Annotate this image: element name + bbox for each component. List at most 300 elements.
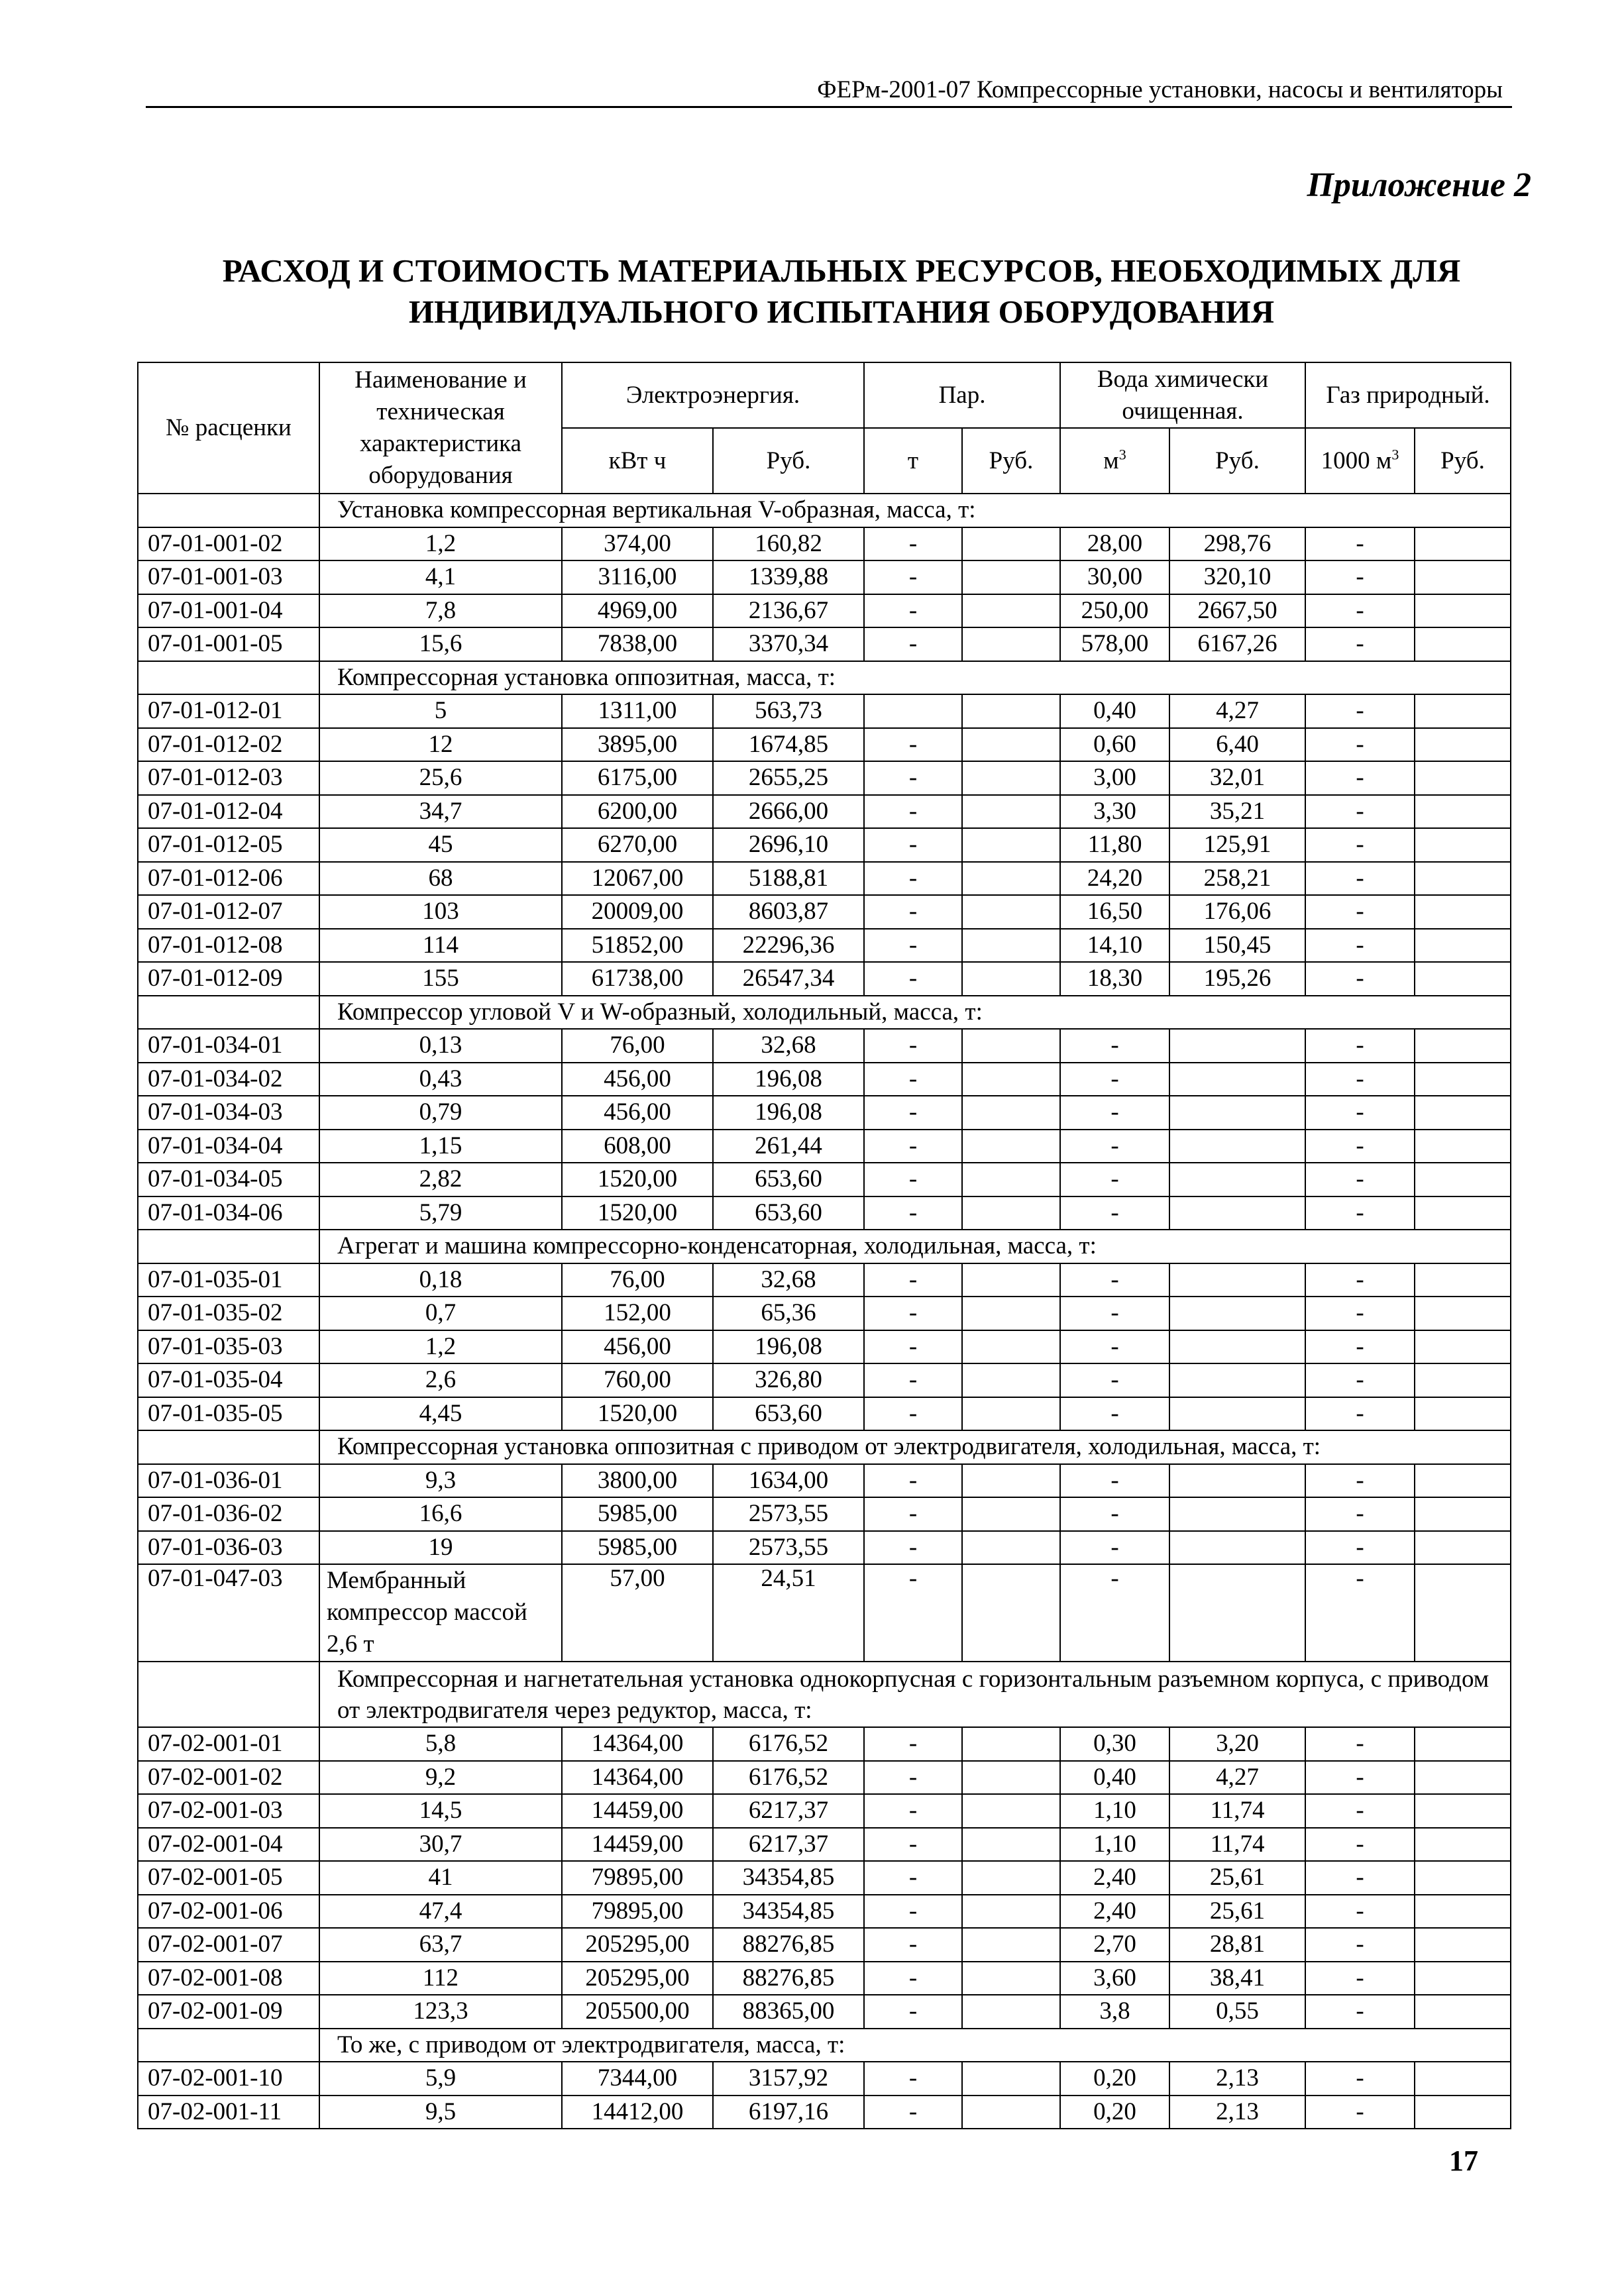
cell-water-m3: -	[1060, 1130, 1169, 1163]
cell-water-m3: 0,20	[1060, 2062, 1169, 2096]
cell-gas-1000m3: -	[1305, 1196, 1415, 1230]
cell-electricity-rub: 6176,52	[713, 1761, 864, 1795]
cell-steam-t: -	[864, 862, 962, 896]
cell-name: 5,79	[319, 1196, 562, 1230]
cell-steam-rub	[962, 1096, 1060, 1130]
cell-steam-t: -	[864, 1297, 962, 1330]
table-row	[138, 795, 1511, 829]
cell-kwh: 79895,00	[562, 1861, 713, 1895]
cell-kwh: 3895,00	[562, 728, 713, 762]
cell-gas-1000m3: -	[1305, 1761, 1415, 1795]
cell-name: 0,18	[319, 1263, 562, 1297]
cell-name: 112	[319, 1962, 562, 1995]
cell-name: 16,6	[319, 1497, 562, 1531]
section-title: Установка компрессорная вертикальная V-образная, масса, т:	[319, 494, 1511, 527]
table-row	[138, 1895, 1511, 1929]
cell-kwh: 608,00	[562, 1130, 713, 1163]
cell-name: 155	[319, 962, 562, 996]
cell-water-m3: 3,30	[1060, 795, 1169, 829]
cell-gas-rub	[1415, 2062, 1511, 2096]
cell-steam-t: -	[864, 1263, 962, 1297]
cell-gas-rub	[1415, 1130, 1511, 1163]
cell-steam-t: -	[864, 2096, 962, 2129]
cell-gas-1000m3: -	[1305, 1163, 1415, 1196]
cell-water-rub: 3,20	[1169, 1727, 1305, 1761]
cell-gas-1000m3: -	[1305, 929, 1415, 963]
cell-steam-t: -	[864, 1761, 962, 1795]
cell-water-m3: 24,20	[1060, 862, 1169, 896]
cell-code: 07-01-036-02	[138, 1497, 319, 1531]
cell-steam-rub	[962, 1761, 1060, 1795]
cell-kwh: 1520,00	[562, 1196, 713, 1230]
cell-electricity-rub: 3370,34	[713, 627, 864, 661]
cell-water-rub: 32,01	[1169, 761, 1305, 795]
table-header-row-1	[138, 362, 1511, 428]
cell-code: 07-01-035-01	[138, 1263, 319, 1297]
cell-gas-1000m3: -	[1305, 761, 1415, 795]
cell-gas-1000m3: -	[1305, 560, 1415, 594]
cell-water-m3: 18,30	[1060, 962, 1169, 996]
cell-kwh: 76,00	[562, 1029, 713, 1063]
cell-name: 47,4	[319, 1895, 562, 1929]
cell-steam-rub	[962, 862, 1060, 896]
cell-gas-rub	[1415, 728, 1511, 762]
cell-name: 30,7	[319, 1828, 562, 1862]
col-header-water: Вода химически очищенная.	[1060, 362, 1305, 428]
cell-gas-1000m3: -	[1305, 1130, 1415, 1163]
cell-electricity-rub: 8603,87	[713, 895, 864, 929]
unit-t: т	[864, 428, 962, 494]
cell-water-rub	[1169, 1263, 1305, 1297]
cell-water-rub: 38,41	[1169, 1962, 1305, 1995]
cell-water-m3: -	[1060, 1464, 1169, 1498]
cell-gas-rub	[1415, 1564, 1511, 1662]
table-row	[138, 1861, 1511, 1895]
cell-gas-rub	[1415, 1995, 1511, 2029]
cell-gas-rub	[1415, 1163, 1511, 1196]
cell-kwh: 3800,00	[562, 1464, 713, 1498]
table-row	[138, 929, 1511, 963]
cell-name: 5,9	[319, 2062, 562, 2096]
cell-code: 07-02-001-03	[138, 1794, 319, 1828]
table-row	[138, 962, 1511, 996]
cell-water-rub: 0,55	[1169, 1995, 1305, 2029]
col-header-electricity: Электроэнергия.	[562, 362, 864, 428]
cell-name: 2,6	[319, 1363, 562, 1397]
cell-electricity-rub: 26547,34	[713, 962, 864, 996]
cell-water-rub: 258,21	[1169, 862, 1305, 896]
cell-gas-rub	[1415, 1828, 1511, 1862]
cell-water-rub: 320,10	[1169, 560, 1305, 594]
cell-kwh: 51852,00	[562, 929, 713, 963]
cell-kwh: 456,00	[562, 1330, 713, 1364]
cell-electricity-rub: 261,44	[713, 1130, 864, 1163]
cell-name: 68	[319, 862, 562, 896]
table-row	[138, 895, 1511, 929]
cell-gas-rub	[1415, 1063, 1511, 1096]
table-row	[138, 862, 1511, 896]
cell-code: 07-01-036-01	[138, 1464, 319, 1498]
cell-water-m3: 0,40	[1060, 1761, 1169, 1795]
cell-steam-t: -	[864, 1531, 962, 1565]
cell-steam-rub	[962, 761, 1060, 795]
section-row	[138, 1230, 1511, 1263]
table-row	[138, 1363, 1511, 1397]
table-row	[138, 1163, 1511, 1196]
unit-kwh: кВт ч	[562, 428, 713, 494]
cell-steam-t: -	[864, 1196, 962, 1230]
cell-electricity-rub: 24,51	[713, 1564, 864, 1662]
cell-gas-rub	[1415, 560, 1511, 594]
cell-steam-t: -	[864, 1130, 962, 1163]
cell-kwh: 1311,00	[562, 694, 713, 728]
cell-steam-rub	[962, 929, 1060, 963]
cell-steam-rub	[962, 1029, 1060, 1063]
cell-code: 07-02-001-01	[138, 1727, 319, 1761]
cell-electricity-rub: 196,08	[713, 1096, 864, 1130]
page-number: 17	[1449, 2145, 1478, 2177]
cell-gas-1000m3: -	[1305, 1794, 1415, 1828]
section-title: Компрессорная установка оппозитная с приводом от электродвигателя, холодильная, масса, т:	[319, 1430, 1511, 1464]
cell-gas-1000m3: -	[1305, 1497, 1415, 1531]
cell-electricity-rub: 653,60	[713, 1196, 864, 1230]
table-row	[138, 1727, 1511, 1761]
cell-water-m3: 2,70	[1060, 1928, 1169, 1962]
cell-code: 07-02-001-09	[138, 1995, 319, 2029]
unit-1000m3-text: 1000 м	[1321, 447, 1392, 474]
cell-code: 07-01-012-08	[138, 929, 319, 963]
section-empty-cell	[138, 1230, 319, 1263]
cell-kwh: 76,00	[562, 1263, 713, 1297]
cell-water-m3: -	[1060, 1029, 1169, 1063]
cell-kwh: 5985,00	[562, 1497, 713, 1531]
cell-name: 0,13	[319, 1029, 562, 1063]
cell-name: 9,2	[319, 1761, 562, 1795]
cell-electricity-rub: 160,82	[713, 527, 864, 561]
cell-code: 07-01-034-03	[138, 1096, 319, 1130]
section-row	[138, 661, 1511, 695]
table-row	[138, 1962, 1511, 1995]
cell-code: 07-02-001-06	[138, 1895, 319, 1929]
table-row-multiline	[138, 1564, 1511, 1662]
cell-code: 07-01-012-06	[138, 862, 319, 896]
cell-water-m3: 28,00	[1060, 527, 1169, 561]
unit-1000m3	[1305, 428, 1415, 494]
table-row	[138, 2096, 1511, 2129]
cell-name: Мембранный компрессор массой 2,6 т	[319, 1564, 562, 1662]
cell-steam-t: -	[864, 1029, 962, 1063]
cell-name: 4,1	[319, 560, 562, 594]
cell-steam-rub	[962, 594, 1060, 628]
cell-name: 0,7	[319, 1297, 562, 1330]
section-empty-cell	[138, 494, 319, 527]
cell-water-rub: 195,26	[1169, 962, 1305, 996]
cell-code: 07-01-012-04	[138, 795, 319, 829]
cell-kwh: 20009,00	[562, 895, 713, 929]
cell-name: 7,8	[319, 594, 562, 628]
section-title: То же, с приводом от электродвигателя, масса, т:	[319, 2029, 1511, 2062]
col-header-gas: Газ природный.	[1305, 362, 1511, 428]
cell-name: 14,5	[319, 1794, 562, 1828]
cell-code: 07-01-001-04	[138, 594, 319, 628]
cell-gas-1000m3: -	[1305, 1828, 1415, 1862]
table-row	[138, 2062, 1511, 2096]
cell-steam-t: -	[864, 2062, 962, 2096]
cell-kwh: 5985,00	[562, 1531, 713, 1565]
cell-gas-1000m3: -	[1305, 1330, 1415, 1364]
cell-water-m3: -	[1060, 1497, 1169, 1531]
cell-steam-rub	[962, 1861, 1060, 1895]
cell-gas-1000m3: -	[1305, 1995, 1415, 2029]
cell-steam-t: -	[864, 1497, 962, 1531]
title-line-2: ИНДИВИДУАЛЬНОГО ИСПЫТАНИЯ ОБОРУДОВАНИЯ	[408, 293, 1275, 330]
cell-electricity-rub: 2666,00	[713, 795, 864, 829]
cell-steam-t: -	[864, 828, 962, 862]
cell-gas-rub	[1415, 2096, 1511, 2129]
cell-electricity-rub: 88365,00	[713, 1995, 864, 2029]
section-title: Агрегат и машина компрессорно-конденсаторная, холодильная, масса, т:	[319, 1230, 1511, 1263]
cell-steam-rub	[962, 1895, 1060, 1929]
cell-code: 07-01-012-02	[138, 728, 319, 762]
cell-gas-rub	[1415, 594, 1511, 628]
cell-electricity-rub: 32,68	[713, 1029, 864, 1063]
cell-code: 07-01-035-02	[138, 1297, 319, 1330]
cell-water-rub: 2,13	[1169, 2096, 1305, 2129]
table-row	[138, 1096, 1511, 1130]
cell-kwh: 374,00	[562, 527, 713, 561]
cell-gas-rub	[1415, 795, 1511, 829]
cell-electricity-rub: 88276,85	[713, 1962, 864, 1995]
cell-name: 41	[319, 1861, 562, 1895]
cell-name: 1,2	[319, 1330, 562, 1364]
cell-gas-1000m3: -	[1305, 1861, 1415, 1895]
cell-electricity-rub: 34354,85	[713, 1895, 864, 1929]
cell-code: 07-02-001-05	[138, 1861, 319, 1895]
cell-steam-t: -	[864, 1962, 962, 1995]
section-row	[138, 1662, 1511, 1727]
cell-steam-t: -	[864, 1794, 962, 1828]
cell-water-m3: 11,80	[1060, 828, 1169, 862]
cell-kwh: 1520,00	[562, 1397, 713, 1431]
unit-m3-text: м	[1103, 447, 1119, 474]
cell-code: 07-01-047-03	[138, 1564, 319, 1662]
cell-water-m3: -	[1060, 1063, 1169, 1096]
table-row	[138, 1063, 1511, 1096]
cell-code: 07-01-001-02	[138, 527, 319, 561]
cell-water-m3: 250,00	[1060, 594, 1169, 628]
cell-gas-rub	[1415, 1029, 1511, 1063]
cell-gas-rub	[1415, 1363, 1511, 1397]
cell-electricity-rub: 6197,16	[713, 2096, 864, 2129]
cell-water-rub	[1169, 1029, 1305, 1063]
cell-water-m3: 2,40	[1060, 1861, 1169, 1895]
section-empty-cell	[138, 2029, 319, 2062]
cell-water-rub: 28,81	[1169, 1928, 1305, 1962]
cell-electricity-rub: 34354,85	[713, 1861, 864, 1895]
cell-electricity-rub: 88276,85	[713, 1928, 864, 1962]
cell-name: 103	[319, 895, 562, 929]
cell-gas-1000m3: -	[1305, 895, 1415, 929]
table-row	[138, 1397, 1511, 1431]
cell-kwh: 3116,00	[562, 560, 713, 594]
cell-water-m3: 0,40	[1060, 694, 1169, 728]
cell-steam-rub	[962, 1263, 1060, 1297]
cell-steam-t: -	[864, 1995, 962, 2029]
cell-gas-1000m3: -	[1305, 1096, 1415, 1130]
cell-water-rub: 150,45	[1169, 929, 1305, 963]
cell-gas-rub	[1415, 1861, 1511, 1895]
cell-electricity-rub: 6217,37	[713, 1828, 864, 1862]
cell-gas-1000m3: -	[1305, 1727, 1415, 1761]
cell-water-rub	[1169, 1397, 1305, 1431]
cell-water-rub: 125,91	[1169, 828, 1305, 862]
cell-steam-rub	[962, 1163, 1060, 1196]
cell-steam-t: -	[864, 1397, 962, 1431]
cell-water-rub: 4,27	[1169, 694, 1305, 728]
cell-steam-rub	[962, 1330, 1060, 1364]
cell-steam-rub	[962, 1063, 1060, 1096]
cell-steam-t: -	[864, 1464, 962, 1498]
cell-gas-1000m3: -	[1305, 2062, 1415, 2096]
cell-gas-1000m3: -	[1305, 962, 1415, 996]
cell-electricity-rub: 2573,55	[713, 1497, 864, 1531]
cell-water-m3: 0,30	[1060, 1727, 1169, 1761]
cell-gas-rub	[1415, 1330, 1511, 1364]
cell-gas-rub	[1415, 761, 1511, 795]
cell-name: 12	[319, 728, 562, 762]
table-row	[138, 728, 1511, 762]
cell-steam-t: -	[864, 1928, 962, 1962]
cell-name: 2,82	[319, 1163, 562, 1196]
cell-water-m3: 0,60	[1060, 728, 1169, 762]
cell-gas-rub	[1415, 828, 1511, 862]
cell-kwh: 14364,00	[562, 1727, 713, 1761]
unit-m3-power: 3	[1118, 446, 1126, 463]
page-title	[133, 250, 1550, 333]
title-line-1: РАСХОД И СТОИМОСТЬ МАТЕРИАЛЬНЫХ РЕСУРСОВ, НЕОБХОДИМЫХ ДЛЯ	[222, 252, 1461, 289]
cell-gas-rub	[1415, 962, 1511, 996]
cell-name: 9,3	[319, 1464, 562, 1498]
cell-gas-1000m3: -	[1305, 627, 1415, 661]
cell-kwh: 7838,00	[562, 627, 713, 661]
cell-gas-rub	[1415, 1497, 1511, 1531]
cell-code: 07-01-034-06	[138, 1196, 319, 1230]
cell-gas-1000m3: -	[1305, 1464, 1415, 1498]
cell-code: 07-01-034-01	[138, 1029, 319, 1063]
cell-electricity-rub: 6176,52	[713, 1727, 864, 1761]
cell-water-m3: -	[1060, 1564, 1169, 1662]
cell-water-m3: 2,40	[1060, 1895, 1169, 1929]
cell-gas-rub	[1415, 1263, 1511, 1297]
cell-code: 07-01-035-04	[138, 1363, 319, 1397]
cell-water-m3: -	[1060, 1397, 1169, 1431]
cell-water-m3: -	[1060, 1363, 1169, 1397]
cell-water-rub	[1169, 1531, 1305, 1565]
cell-kwh: 4969,00	[562, 594, 713, 628]
cell-gas-1000m3: -	[1305, 2096, 1415, 2129]
cell-steam-t: -	[864, 1063, 962, 1096]
table-row	[138, 527, 1511, 561]
cell-gas-rub	[1415, 1962, 1511, 1995]
unit-rub-steam: Руб.	[962, 428, 1060, 494]
cell-electricity-rub: 5188,81	[713, 862, 864, 896]
cell-kwh: 14364,00	[562, 1761, 713, 1795]
cell-electricity-rub: 196,08	[713, 1330, 864, 1364]
table-row	[138, 1297, 1511, 1330]
cell-code: 07-01-001-03	[138, 560, 319, 594]
table-row	[138, 828, 1511, 862]
cell-kwh: 57,00	[562, 1564, 713, 1662]
cell-steam-rub	[962, 2096, 1060, 2129]
cell-electricity-rub: 22296,36	[713, 929, 864, 963]
cell-gas-1000m3: -	[1305, 1297, 1415, 1330]
unit-rub-water: Руб.	[1169, 428, 1305, 494]
cell-name: 1,15	[319, 1130, 562, 1163]
cell-kwh: 152,00	[562, 1297, 713, 1330]
cell-name: 15,6	[319, 627, 562, 661]
cell-steam-t: -	[864, 1330, 962, 1364]
cell-kwh: 79895,00	[562, 1895, 713, 1929]
cell-electricity-rub: 3157,92	[713, 2062, 864, 2096]
cell-gas-1000m3: -	[1305, 1564, 1415, 1662]
cell-gas-rub	[1415, 895, 1511, 929]
cell-gas-1000m3: -	[1305, 795, 1415, 829]
section-empty-cell	[138, 1662, 319, 1727]
cell-steam-rub	[962, 1828, 1060, 1862]
section-title: Компрессорная установка оппозитная, масса, т:	[319, 661, 1511, 695]
cell-water-rub	[1169, 1564, 1305, 1662]
cell-kwh: 6175,00	[562, 761, 713, 795]
cell-electricity-rub: 2655,25	[713, 761, 864, 795]
cell-steam-rub	[962, 1397, 1060, 1431]
cell-name: 123,3	[319, 1995, 562, 2029]
cell-gas-1000m3: -	[1305, 828, 1415, 862]
cell-electricity-rub: 326,80	[713, 1363, 864, 1397]
resources-table	[137, 362, 1511, 2129]
cell-gas-rub	[1415, 527, 1511, 561]
cell-kwh: 456,00	[562, 1063, 713, 1096]
cell-gas-1000m3: -	[1305, 1397, 1415, 1431]
cell-gas-1000m3: -	[1305, 1895, 1415, 1929]
cell-steam-rub	[962, 1196, 1060, 1230]
cell-gas-1000m3: -	[1305, 1962, 1415, 1995]
cell-electricity-rub: 196,08	[713, 1063, 864, 1096]
cell-steam-rub	[962, 1464, 1060, 1498]
cell-steam-rub	[962, 728, 1060, 762]
cell-water-rub: 4,27	[1169, 1761, 1305, 1795]
cell-code: 07-02-001-04	[138, 1828, 319, 1862]
cell-steam-rub	[962, 1564, 1060, 1662]
cell-water-m3: 0,20	[1060, 2096, 1169, 2129]
cell-water-m3: 578,00	[1060, 627, 1169, 661]
cell-steam-t: -	[864, 795, 962, 829]
cell-gas-rub	[1415, 694, 1511, 728]
cell-steam-rub	[962, 828, 1060, 862]
cell-water-m3: -	[1060, 1330, 1169, 1364]
cell-gas-1000m3: -	[1305, 1928, 1415, 1962]
cell-steam-rub	[962, 694, 1060, 728]
cell-code: 07-02-001-11	[138, 2096, 319, 2129]
cell-code: 07-01-012-05	[138, 828, 319, 862]
cell-water-m3: -	[1060, 1263, 1169, 1297]
cell-steam-rub	[962, 1130, 1060, 1163]
cell-steam-rub	[962, 1995, 1060, 2029]
table-row	[138, 1130, 1511, 1163]
table-row	[138, 761, 1511, 795]
cell-water-m3: -	[1060, 1163, 1169, 1196]
cell-water-m3: -	[1060, 1196, 1169, 1230]
section-empty-cell	[138, 996, 319, 1030]
